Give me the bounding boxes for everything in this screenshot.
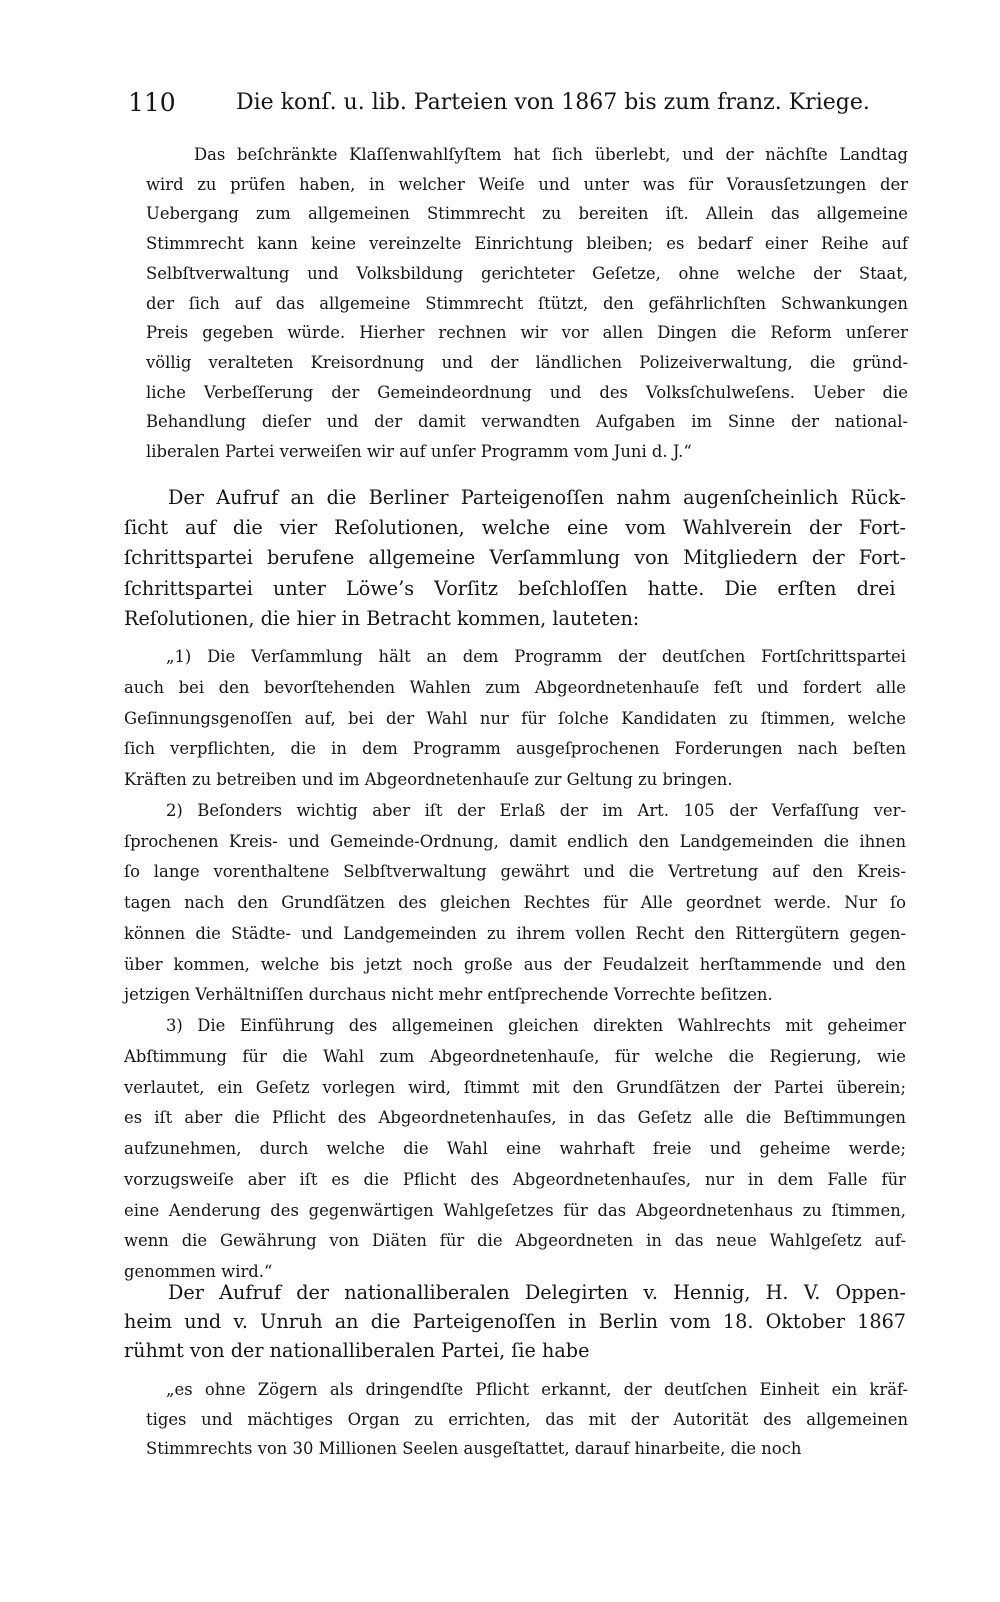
text-line: es iſt aber die Pflicht des Abgeordnetenhauſes, in das Geſetz alle die Beſtimmungen	[124, 1108, 906, 1128]
text-line: tagen nach den Grundſätzen des gleichen Rechtes für Alle geordnet werde. Nur ſo	[124, 893, 906, 912]
text-line: tiges und mächtiges Organ zu errichten, das mit der Autorität des allgemeinen	[146, 1409, 908, 1429]
text-line: der ſich auf das allgemeine Stimmrecht ſtützt, den gefährlichſten Schwankungen	[146, 293, 908, 313]
text-line: Stimmrechts von 30 Millionen Seelen ausgeſtattet, darauf hinarbeite, die noch	[146, 1439, 802, 1458]
text-line: rühmt von der nationalliberalen Partei, ſie habe	[124, 1339, 590, 1362]
text-line: heim und v. Unruh an die Parteigenoſſen in Berlin vom 18. Oktober 1867	[124, 1310, 906, 1333]
text-line: aufzunehmen, durch welche die Wahl eine wahrhaft freie und geheime werde;	[124, 1139, 906, 1158]
text-line: „1) Die Verſammlung hält an dem Programm der deutſchen Fortſchrittspartei	[166, 647, 906, 666]
text-line: Kräften zu betreiben und im Abgeordnetenhauſe zur Geltung zu bringen.	[124, 770, 733, 789]
text-line: Stimmrecht kann keine vereinzelte Einrichtung bleiben; es bedarf einer Reihe auf	[146, 234, 908, 254]
text-line: 3) Die Einführung des allgemeinen gleichen direkten Wahlrechts mit geheimer	[166, 1016, 906, 1035]
text-line: Das beſchränkte Klaſſenwahlſyſtem hat ſich überlebt, und der nächſte Landtag	[194, 145, 908, 164]
text-line: völlig veralteten Kreisordnung und der ländlichen Polizeiverwaltung, die gründ-	[146, 352, 908, 372]
text-line: eine Aenderung des gegenwärtigen Wahlgeſetzes für das Abgeordnetenhaus zu ſtimmen,	[124, 1200, 906, 1220]
text-line: verlautet, ein Geſetz vorlegen wird, ſtimmt mit den Grundſätzen der Partei überein;	[124, 1077, 906, 1097]
text-line: genommen wird.“	[124, 1262, 273, 1281]
text-line: über kommen, welche bis jetzt noch große aus der Feudalzeit herſtammende und den	[124, 954, 906, 974]
text-line: ſich verpflichten, die in dem Programm ausgeſprochenen Forderungen nach beſten	[124, 739, 906, 759]
text-line: „es ohne Zögern als dringendſte Pflicht erkannt, der deutſchen Einheit ein kräf-	[166, 1380, 908, 1399]
text-line: Behandlung dieſer und der damit verwandten Aufgaben im Sinne der national-	[146, 412, 908, 432]
text-line: Uebergang zum allgemeinen Stimmrecht zu bereiten iſt. Allein das allgemeine	[146, 204, 908, 224]
text-line: Reſolutionen, die hier in Betracht kommen, lauteten:	[124, 606, 640, 630]
page-number: 110	[128, 88, 176, 117]
text-line: können die Städte- und Landgemeinden zu ihrem vollen Recht den Rittergütern gegen-	[124, 923, 906, 943]
text-line: vorzugsweiſe aber iſt es die Pflicht des Abgeordnetenhauſes, nur in dem Falle für	[124, 1169, 906, 1189]
text-line: Geſinnungsgenoſſen auf, bei der Wahl nur für ſolche Kandidaten zu ſtimmen, welche	[124, 708, 906, 728]
text-line: Preis gegeben würde. Hierher rechnen wir vor allen Dingen die Reform unſerer	[146, 323, 908, 343]
text-line: liberalen Partei verweiſen wir auf unſer Programm vom Juni d. J.“	[146, 442, 692, 461]
text-line: ſicht auf die vier Reſolutionen, welche eine vom Wahlverein der Fort-	[124, 516, 906, 540]
text-line: Abſtimmung für die Wahl zum Abgeordnetenhauſe, für welche die Regierung, wie	[124, 1046, 906, 1066]
page-header	[128, 88, 870, 124]
text-line: jetzigen Verhältniſſen durchaus nicht mehr entſprechende Vorrechte beſitzen.	[124, 985, 773, 1005]
text-line: ſo lange vorenthaltene Selbſtverwaltung gewährt und die Vertretung auf den Kreis-	[124, 862, 906, 882]
text-line: liche Verbeſſerung der Gemeindeordnung und des Volksſchulweſens. Ueber die	[146, 382, 908, 402]
text-line: ſchrittspartei unter Löwe’s Vorſitz beſchloſſen hatte. Die erſten drei	[124, 576, 896, 600]
text-line: Der Aufruf an die Berliner Parteigenoſſen nahm augenſcheinlich Rück-	[168, 486, 906, 509]
text-line: wird zu prüfen haben, in welcher Weiſe und unter was für Vorausſetzungen der	[146, 174, 908, 194]
text-line: Selbſtverwaltung und Volksbildung gerichteter Geſetze, ohne welche der Staat,	[146, 263, 908, 283]
text-line: ſprochenen Kreis- und Gemeinde-Ordnung, damit endlich den Landgemeinden die ihnen	[124, 831, 906, 851]
text-line: 2) Beſonders wichtig aber iſt der Erlaß der im Art. 105 der Verfaſſung ver-	[166, 800, 906, 820]
text-line: Der Aufruf der nationalliberalen Delegirten v. Hennig, H. V. Oppen-	[168, 1281, 906, 1304]
text-line: ſchrittspartei berufene allgemeine Verſammlung von Mitgliedern der Fort-	[124, 546, 906, 570]
text-line: wenn die Gewährung von Diäten für die Abgeordneten in das neue Wahlgeſetz auf-	[124, 1231, 906, 1251]
text-line: auch bei den bevorſtehenden Wahlen zum Abgeordnetenhauſe feſt und fordert alle	[124, 677, 906, 697]
running-title: Die konſ. u. lib. Parteien von 1867 bis zum franz. Kriege.	[236, 90, 870, 115]
